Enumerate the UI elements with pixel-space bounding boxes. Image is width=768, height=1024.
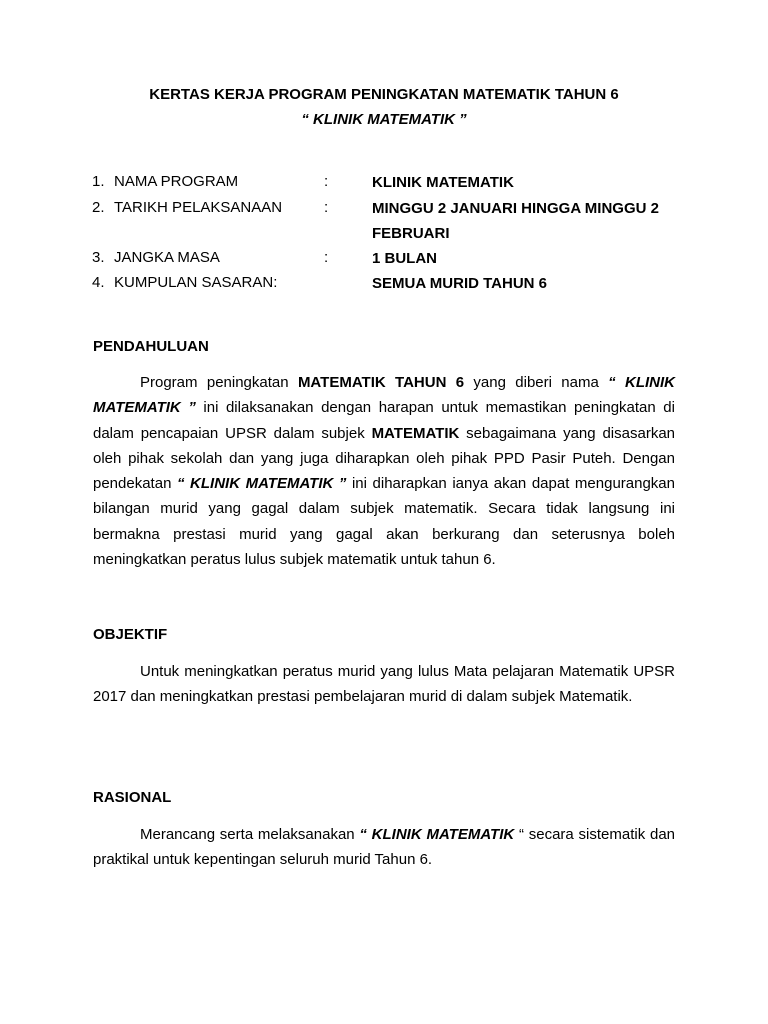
text: Program peningkatan: [140, 374, 298, 391]
text: ini diharapkan ianya akan dapat mengurangkan bilangan murid yang gagal dalam subjek matematik. Secara tidak langsung ini bermakna prestasi murid yang gagal akan berkurang dan seterusnya boleh meningkatkan peratus lulus subjek matematik untuk tahun 6.: [93, 475, 675, 569]
info-label: TARIKH PELAKSANAAN: [114, 199, 283, 216]
info-colon: :: [324, 249, 329, 266]
info-number: 2.: [92, 199, 105, 216]
section-heading-pendahuluan: PENDAHULUAN: [93, 338, 209, 355]
text: “ secara sistematik dan praktikal untuk kepentingan seluruh murid Tahun 6.: [93, 826, 676, 869]
text: ini dilaksanakan dengan harapan untuk memastikan peningkatan di dalam pencapaian UPSR dalam subjek: [93, 399, 675, 442]
bold-italic-text: “ KLINIK MATEMATIK ”: [176, 475, 347, 493]
paragraph-objektif: [93, 659, 675, 710]
info-value: 1 BULAN: [372, 250, 438, 267]
info-label: KUMPULAN SASARAN:: [114, 274, 278, 291]
info-value: KLINIK MATEMATIK: [372, 174, 514, 191]
info-number: 1.: [92, 173, 105, 190]
info-row: [92, 249, 692, 273]
info-value: SEMUA MURID TAHUN 6: [372, 275, 547, 292]
info-colon: :: [324, 173, 329, 190]
info-value: MINGGU 2 JANUARI HINGGA MINGGU 2 FEBRUARI: [372, 200, 659, 242]
bold-text: MATEMATIK TAHUN 6: [297, 374, 465, 391]
text: Untuk meningkatkan peratus murid yang lulus Mata pelajaran Matematik UPSR 2017 dan meningkatkan prestasi pembelajaran murid di dalam subjek Matematik.: [93, 663, 675, 706]
info-number: 4.: [92, 274, 105, 291]
info-colon: :: [324, 199, 329, 216]
text: Merancang serta melaksanakan: [140, 826, 360, 843]
section-heading-objektif: OBJEKTIF: [93, 626, 168, 643]
info-label: NAMA PROGRAM: [114, 173, 239, 190]
section-heading-rasional: RASIONAL: [93, 789, 172, 806]
info-row: [92, 199, 692, 249]
document-title: KERTAS KERJA PROGRAM PENINGKATAN MATEMATIK TAHUN 6: [149, 86, 619, 103]
paragraph-pendahuluan: [93, 370, 675, 572]
bold-italic-text: “ KLINIK MATEMATIK: [359, 826, 515, 843]
paragraph-rasional: [93, 822, 675, 873]
info-row: [92, 173, 692, 197]
text: sebagaimana yang disasarkan oleh pihak sekolah dan yang juga diharapkan oleh pihak PPD Pasir Puteh. Dengan pendekatan: [93, 424, 676, 493]
info-number: 3.: [92, 249, 105, 266]
text: yang diberi nama: [464, 374, 609, 391]
document-subtitle: “ KLINIK MATEMATIK ”: [301, 111, 467, 128]
info-row: [92, 274, 692, 298]
info-label: JANGKA MASA: [114, 249, 220, 266]
bold-text: MATEMATIK: [371, 424, 460, 442]
bold-italic-text: “ KLINIK MATEMATIK ”: [93, 374, 676, 417]
